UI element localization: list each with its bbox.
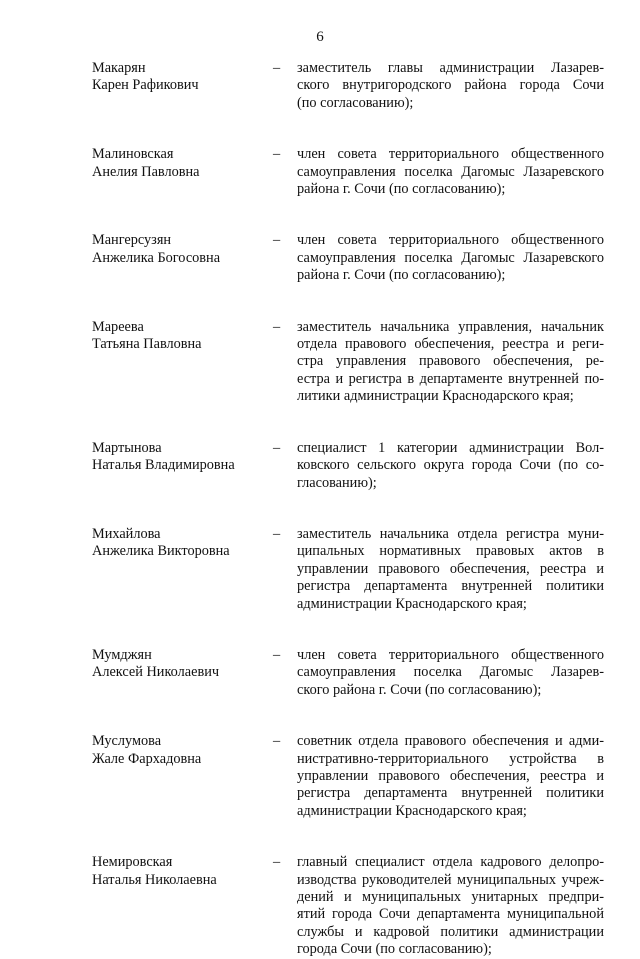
member-name xyxy=(92,440,272,475)
member-entry xyxy=(92,854,610,958)
position-line: дений и муниципальных унитарных предпри- xyxy=(297,889,604,905)
member-position xyxy=(297,733,604,820)
position-line: главный специалист отдела кадрового делопро- xyxy=(297,854,604,871)
member-surname: Малиновская xyxy=(92,146,174,163)
position-line: член совета территориального общественного xyxy=(297,232,604,249)
entry-spacer xyxy=(92,820,610,854)
position-line: советник отдела правового обеспечения и адми- xyxy=(297,733,604,750)
member-entry xyxy=(92,319,610,406)
member-entry xyxy=(92,647,610,699)
position-line: города Сочи (по согласованию); xyxy=(297,941,492,958)
position-line: самоуправления поселка Дагомыс Лазаревского xyxy=(297,249,604,266)
position-line: естра и регистра в департаменте внутренней по- xyxy=(297,370,604,387)
member-name xyxy=(92,854,272,889)
member-position xyxy=(297,526,604,613)
member-given-names: Анжелика Викторовна xyxy=(92,543,230,560)
position-line: гласованию); xyxy=(297,474,377,491)
position-line: специалист 1 категории администрации Вол- xyxy=(297,439,604,456)
member-name xyxy=(92,526,272,561)
member-position xyxy=(297,319,604,406)
dash-separator: – xyxy=(273,439,281,456)
member-entry xyxy=(92,60,610,112)
member-surname: Мумджян xyxy=(92,646,152,663)
position-line: ского района г. Сочи (по согласованию); xyxy=(297,681,542,698)
member-given-names: Наталья Владимировна xyxy=(92,457,235,474)
entry-spacer xyxy=(92,285,610,319)
page-number: 6 xyxy=(316,29,324,45)
position-line: регистра департамента внутренней политики xyxy=(297,785,604,802)
position-line: управлении правового обеспечения, реестра и xyxy=(297,767,604,784)
member-given-names: Жале Фархадовна xyxy=(92,750,202,767)
member-position xyxy=(297,440,604,492)
position-line: ятий города Сочи департамента муниципальной xyxy=(297,906,604,923)
member-position xyxy=(297,854,604,958)
dash-separator: – xyxy=(273,60,281,76)
entry-spacer xyxy=(92,198,610,232)
entry-spacer xyxy=(92,613,610,647)
member-name xyxy=(92,733,272,768)
member-given-names: Алексей Николаевич xyxy=(92,664,220,681)
position-line: района г. Сочи (по согласованию); xyxy=(297,181,506,198)
member-entry xyxy=(92,733,610,820)
position-line: самоуправления поселка Дагомыс Лазаревского xyxy=(297,163,604,180)
member-entry xyxy=(92,526,610,613)
member-entry xyxy=(92,440,610,492)
position-line: стра управления правового обеспечения, ре- xyxy=(297,353,604,370)
member-surname: Мартынова xyxy=(92,439,162,456)
position-line: службы и кадровой политики администрации xyxy=(297,923,604,940)
position-line: член совета территориального общественного xyxy=(297,646,604,663)
member-surname: Муслумова xyxy=(92,733,162,750)
member-entry xyxy=(92,146,610,198)
position-line: отдела правового обеспечения, реестра и реги- xyxy=(297,336,604,353)
position-line: (по согласованию); xyxy=(297,94,414,111)
dash-separator: – xyxy=(273,232,281,249)
position-line: ципальных нормативных правовых актов в xyxy=(297,543,604,560)
position-line: ского внутригородского района города Сочи xyxy=(297,77,604,94)
member-position xyxy=(297,232,604,284)
entry-spacer xyxy=(92,406,610,440)
position-line: самоуправления поселка Дагомыс Лазарев- xyxy=(297,664,604,681)
position-line: администрации Краснодарского края; xyxy=(297,802,527,819)
dash-separator: – xyxy=(273,733,281,750)
dash-separator: – xyxy=(273,146,281,163)
member-surname: Мангерсузян xyxy=(92,232,172,249)
position-line: заместитель главы администрации Лазарев- xyxy=(297,60,604,76)
position-line: администрации Краснодарского края; xyxy=(297,595,527,612)
member-entry xyxy=(92,232,610,284)
member-name xyxy=(92,647,272,682)
member-name xyxy=(92,60,272,95)
member-list xyxy=(92,60,610,959)
entry-spacer xyxy=(92,699,610,733)
member-surname: Михайлова xyxy=(92,525,161,542)
dash-separator: – xyxy=(273,646,281,663)
position-line: литики администрации Краснодарского края; xyxy=(297,388,574,405)
entry-spacer xyxy=(92,112,610,146)
member-position xyxy=(297,60,604,112)
member-position xyxy=(297,647,604,699)
member-given-names: Карен Рафикович xyxy=(92,77,199,94)
member-name xyxy=(92,232,272,267)
member-position xyxy=(297,146,604,198)
member-given-names: Наталья Николаевна xyxy=(92,871,217,888)
member-given-names: Анжелика Богосовна xyxy=(92,249,221,266)
position-line: заместитель начальника управления, начальник xyxy=(297,318,604,335)
dash-separator: – xyxy=(273,525,281,542)
member-given-names: Татьяна Павловна xyxy=(92,336,202,353)
member-name xyxy=(92,319,272,354)
member-surname: Мареева xyxy=(92,318,144,335)
member-name xyxy=(92,146,272,181)
member-surname: Немировская xyxy=(92,854,173,871)
dash-separator: – xyxy=(273,318,281,335)
position-line: член совета территориального общественного xyxy=(297,146,604,163)
dash-separator: – xyxy=(273,854,281,871)
position-line: ковского сельского округа города Сочи (по со- xyxy=(297,457,604,474)
position-line: регистра департамента внутренней политики xyxy=(297,578,604,595)
position-line: управлении правового обеспечения, реестра и xyxy=(297,560,604,577)
position-line: изводства руководителей муниципальных учреж- xyxy=(297,871,604,888)
member-given-names: Анелия Павловна xyxy=(92,163,200,180)
position-line: района г. Сочи (по согласованию); xyxy=(297,267,506,284)
entry-spacer xyxy=(92,492,610,526)
member-surname: Макарян xyxy=(92,60,146,76)
position-line: нистративно-территориального устройства в xyxy=(297,750,604,767)
position-line: заместитель начальника отдела регистра муни- xyxy=(297,525,604,542)
